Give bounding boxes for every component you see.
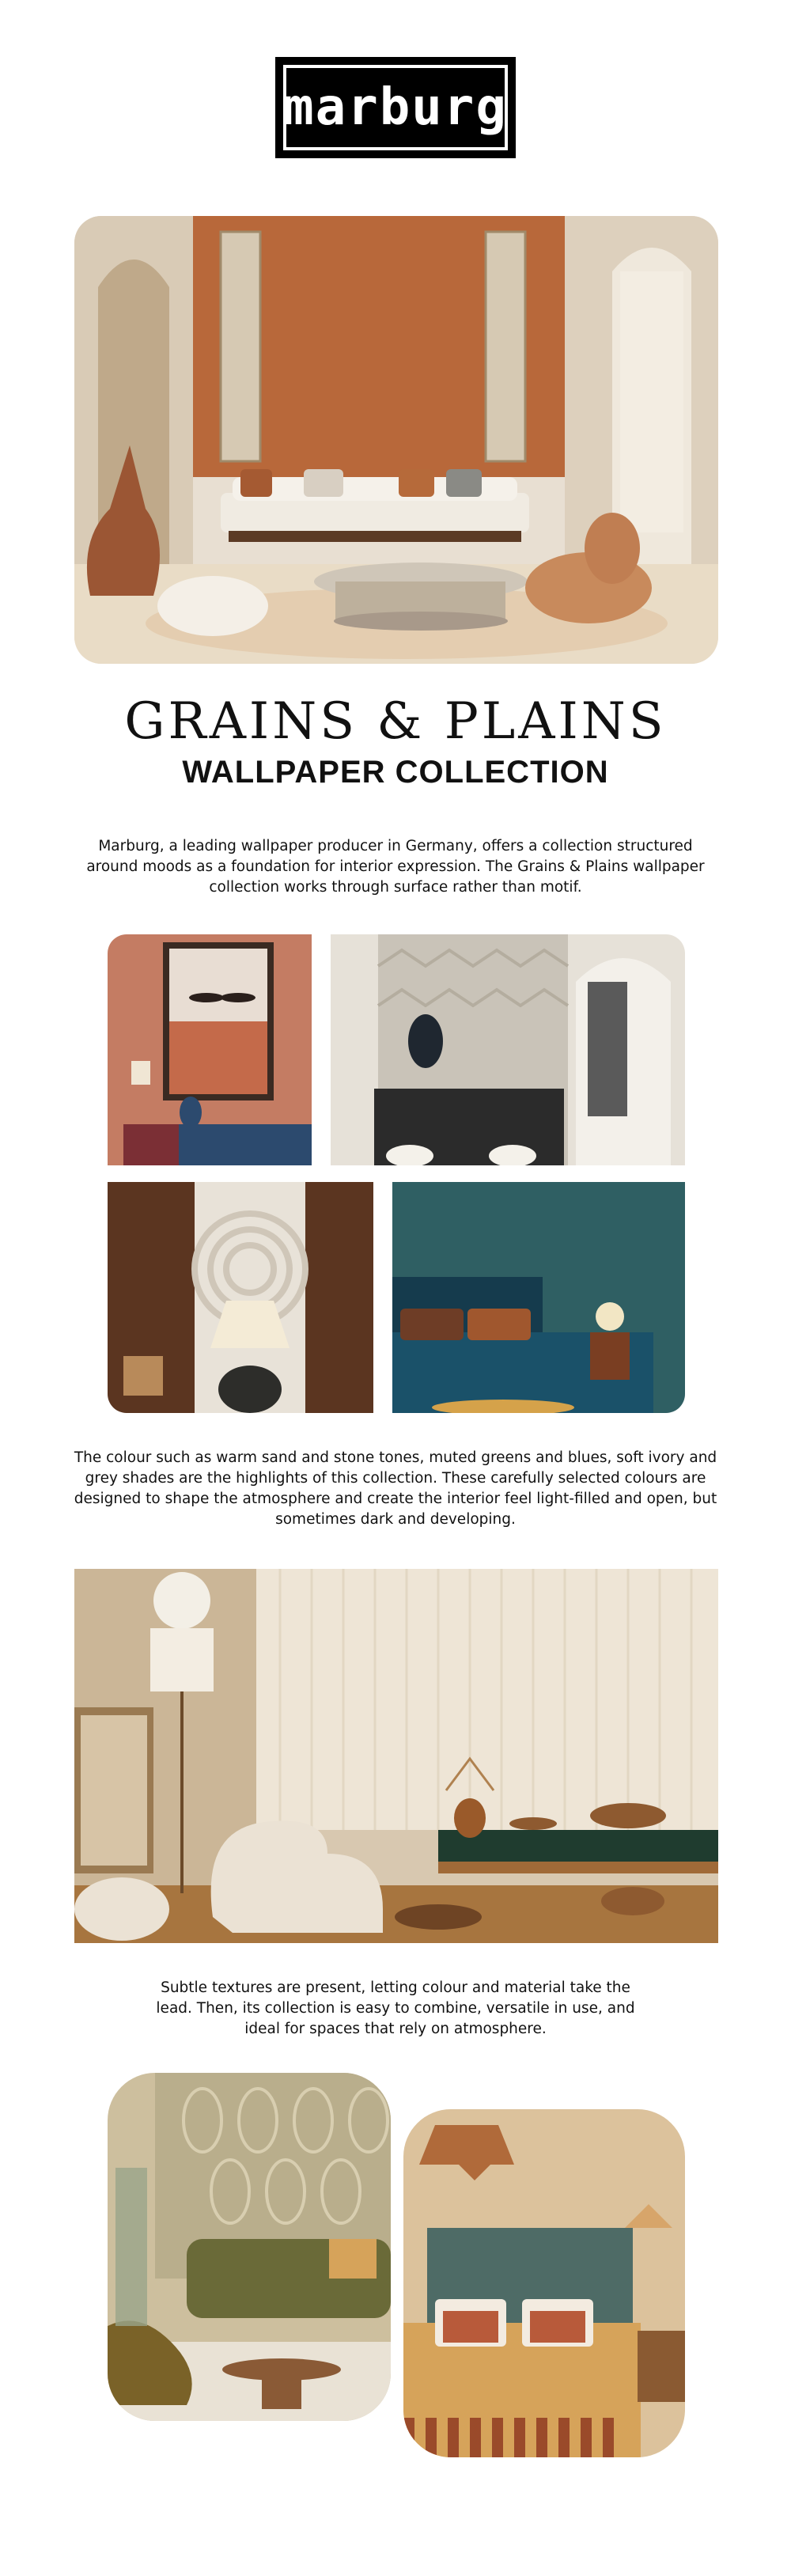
textures-paragraph [0,1978,791,2040]
collection-title: GRAINS & PLAINS [124,692,667,751]
intro-line: Marburg, a leading wallpaper producer in Germany, offers a collection structured [98,838,693,854]
colours-line: designed to shape the atmosphere and create the interior feel light-filled and open, but [74,1491,717,1507]
logo-wordmark: marburg [283,78,508,137]
textures-line: ideal for spaces that rely on atmosphere. [244,2021,547,2037]
colours-paragraph [0,1448,791,1530]
brand-logo [275,57,516,158]
logo-frame [283,65,508,150]
photo-teal-bedroom [392,1182,685,1413]
intro-line: around moods as a foundation for interior expression. The Grains & Plains wallpaper [86,858,705,875]
photo-cream-armchair-room [74,1569,718,1943]
photo-console-grey-wallpaper [331,934,685,1165]
colours-line: sometimes dark and developing. [275,1511,516,1528]
colours-line: grey shades are the highlights of this collection. These carefully selected colours are [85,1470,706,1487]
photo-concentric-pattern-lamp [108,1182,373,1413]
photo-portrait-artwork-room [108,934,312,1165]
collection-subtitle: WALLPAPER COLLECTION [182,755,609,790]
intro-paragraph [0,836,791,898]
textures-line: lead. Then, its collection is easy to combine, versatile in use, and [156,2000,635,2017]
photo-olive-sofa-room [108,2073,391,2421]
colours-line: The colour such as warm sand and stone tones, muted greens and blues, soft ivory and [74,1449,717,1466]
photo-warm-bedroom [403,2109,685,2457]
textures-line: Subtle textures are present, letting colour and material take the [161,1979,630,1996]
intro-line: collection works through surface rather than motif. [209,879,582,896]
hero-living-room-photo [74,216,718,664]
